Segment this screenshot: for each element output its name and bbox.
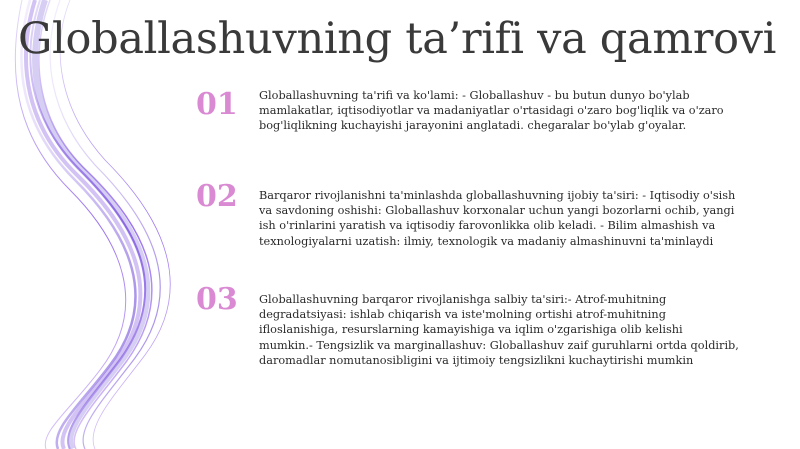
- item-text: Globallashuvning barqaror rivojlanishga salbiy ta'siri:- Atrof-muhitning degradatsiyasi: ishlab chiqarish va iste'molning ortishi atrof-muhitning ifloslanishiga, resurslarning kamayishiga va iqlim o'zgarishiga olib kelishi mumkin.- Tengsizlik va marginallashuv: Globallashuv zaif guruhlarni ortda qoldirib, daromadlar nomutanosibligini va ijtimoiy tengsizlikni kuchaytirishi mumkin: [259, 293, 739, 367]
- item-text: Globallashuvning ta'rifi va ko'lami: - Globallashuv - bu butun dunyo bo'ylab mamlakatlar, iqtisodiyotlar va madaniyatlar o'rtasidagi o'zaro bog'liqlik va o'zaro bog'liqlikning kuchayishi jarayonini anglatadi. chegaralar bo'ylab g'oyalar.: [259, 89, 724, 133]
- item-text: Barqaror rivojlanishni ta'minlashda globallashuvning ijobiy ta'siri: - Iqtisodiy o'sish va savdoning oshishi: Globallashuv korxonalar uchun yangi bozorlarni ochib, yangi ish o'rinlarini yaratish va iqtisodiy farovonlikka olib keladi. - Bilim almashish va texnologiyalarni uzatish: ilmiy, texnologik va madaniy almashinuvni ta'minlaydi: [259, 189, 736, 248]
- item-number: 02: [196, 179, 238, 214]
- item-number: 01: [196, 87, 238, 122]
- item-number: 03: [196, 282, 238, 317]
- slide-title: Globallashuvning ta’rifi va qamrovi: [18, 14, 777, 64]
